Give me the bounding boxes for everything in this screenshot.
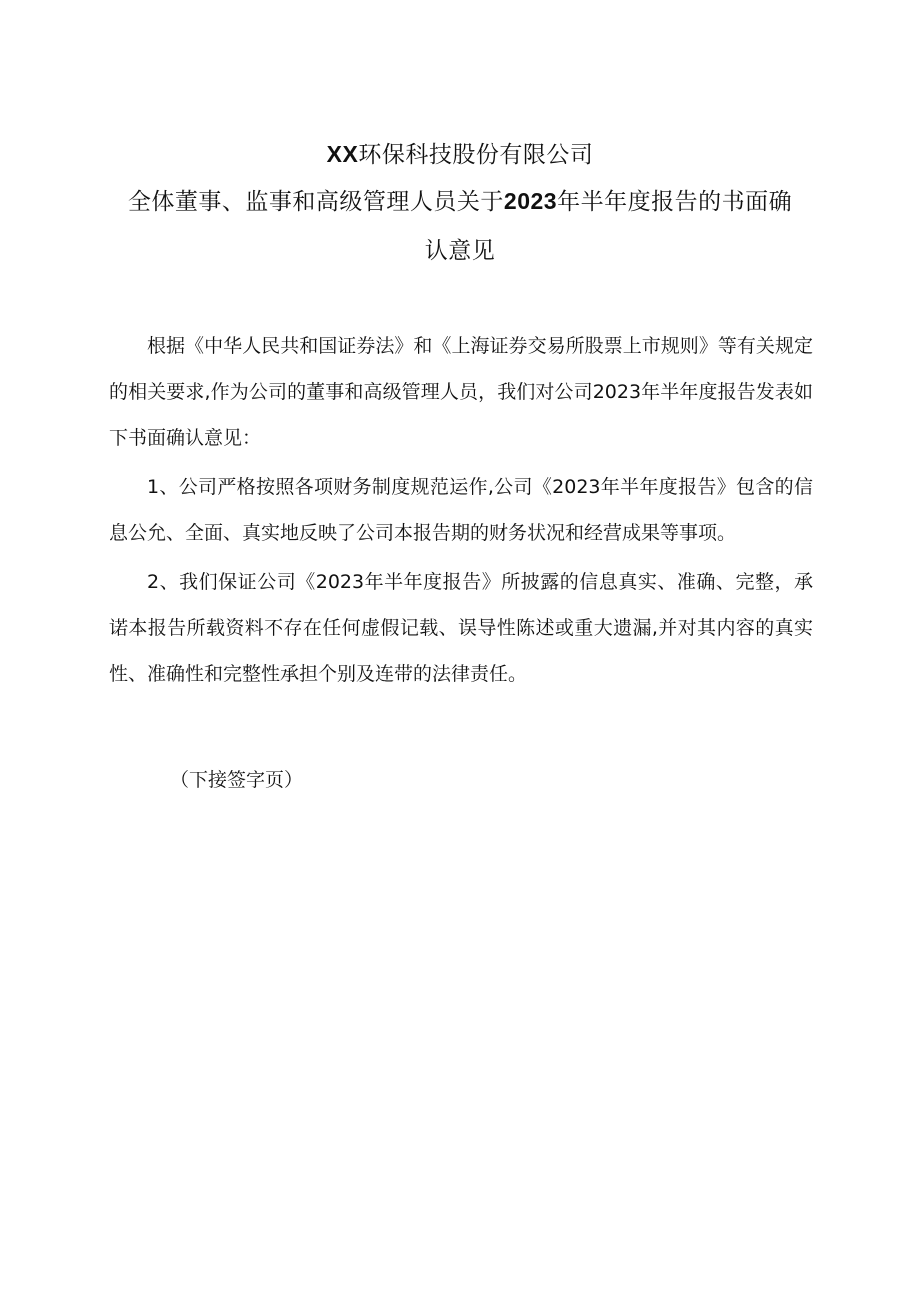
title-company-name: 环保科技股份有限公司	[358, 142, 594, 168]
document-title-line3	[100, 232, 820, 265]
title-line2-part-a: 全体董事、监事和高级管理人员关于	[127, 189, 504, 215]
document-body	[109, 323, 813, 697]
title-line3: 认意见	[424, 238, 496, 264]
continued-on-signature-page-note: （下接签字页）	[170, 769, 304, 791]
title-company-prefix: XX	[326, 141, 359, 167]
paragraph-intro: 根据《中华人民共和国证券法》和《上海证券交易所股票上市规则》等有关规定的相关要求,作为公司的董事和高级管理人员，我们对公司2023年半年度报告发表如下书面确认意见：	[109, 335, 813, 449]
document-title-line2	[100, 183, 820, 216]
paragraph-item-2: 2、我们保证公司《2023年半年度报告》所披露的信息真实、准确、完整，承诺本报告所载资料不存在任何虚假记载、误导性陈述或重大遗漏,并对其内容的真实性、准确性和完整性承担个别及连带的法律责任。	[109, 571, 813, 685]
document-title-company	[100, 136, 820, 169]
paragraph-item-1: 1、公司严格按照各项财务制度规范运作,公司《2023年半年度报告》包含的信息公允、全面、真实地反映了公司本报告期的财务状况和经营成果等事项。	[109, 476, 813, 544]
title-line2-part-b: 年半年度报告的书面确	[557, 189, 793, 215]
title-line2-year: 2023	[503, 188, 558, 214]
